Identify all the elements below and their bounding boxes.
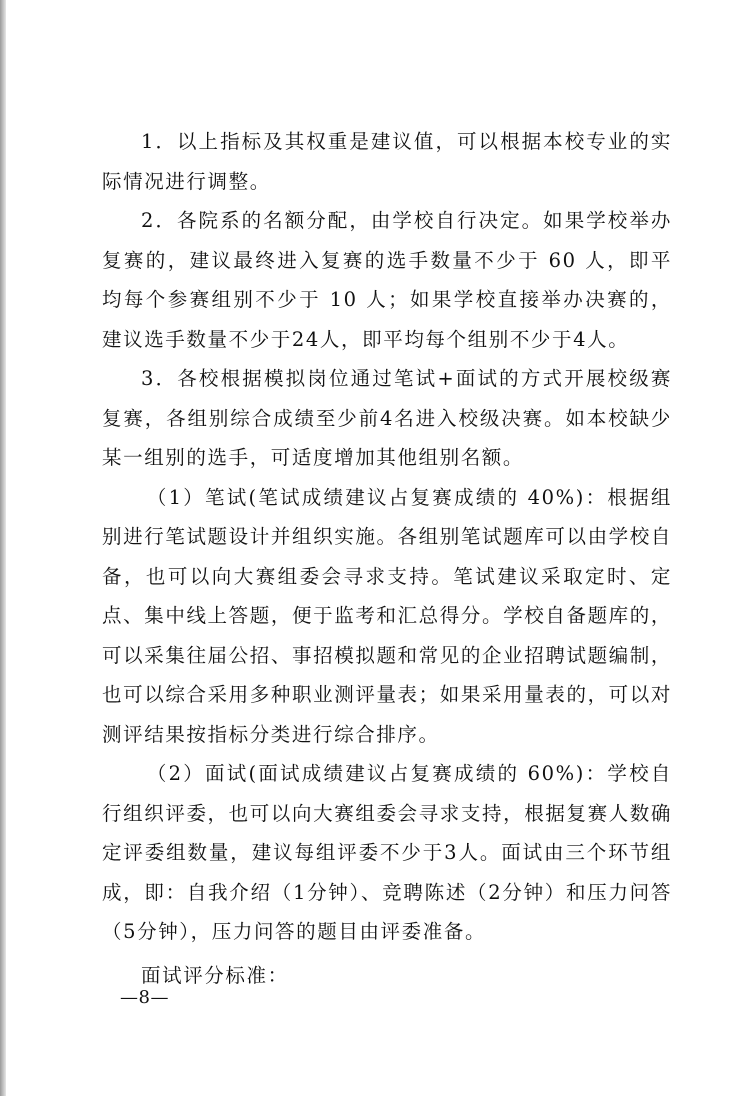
page-edge-shadow — [0, 0, 6, 1096]
paragraph-scoring-criteria-heading: 面试评分标准： — [141, 963, 289, 987]
paragraph-written-test: （1）笔试(笔试成绩建议占复赛成绩的 40%)：根据组别进行笔试题设计并组织实施。各组别笔试题库可以由学校自备，也可以向大赛组委会寻求支持。笔试建议采取定时、定点、集中线上答题，便于监考和汇总得分。学校自备题库的，可以采集往届公招、事招模拟题和常见的企业招聘试题编制，也可以综合采用多种职业测评量表；如果采用量表的，可以对测评结果按指标分类进行综合排序。 — [102, 485, 672, 746]
paragraph-interview: （2）面试(面试成绩建议占复赛成绩的 60%)：学校自行组织评委，也可以向大赛组委会寻求支持，根据复赛人数确定评委组数量，建议每组评委不少于3人。面试由三个环节组成，即：自我介绍（1分钟）、竞聘陈述（2分钟）和压力问答（5分钟），压力问答的题目由评委准备。 — [102, 762, 672, 943]
document-body — [102, 122, 672, 995]
paragraph-item-2: 2．各院系的名额分配，由学校自行决定。如果学校举办复赛的，建议最终进入复赛的选手数量不少于 60 人，即平均每个参赛组别不少于 10 人；如果学校直接举办决赛的，建议选手数量不少于24人，即平均每个组别不少于4人。 — [102, 209, 672, 351]
paragraph-item-3: 3．各校根据模拟岗位通过笔试+面试的方式开展校级赛复赛，各组别综合成绩至少前4名进入校级决赛。如本校缺少某一组别的选手，可适度增加其他组别名额。 — [102, 367, 672, 469]
paragraph-item-1: 1．以上指标及其权重是建议值，可以根据本校专业的实际情况进行调整。 — [102, 130, 672, 193]
page-number: —8— — [120, 987, 169, 1008]
